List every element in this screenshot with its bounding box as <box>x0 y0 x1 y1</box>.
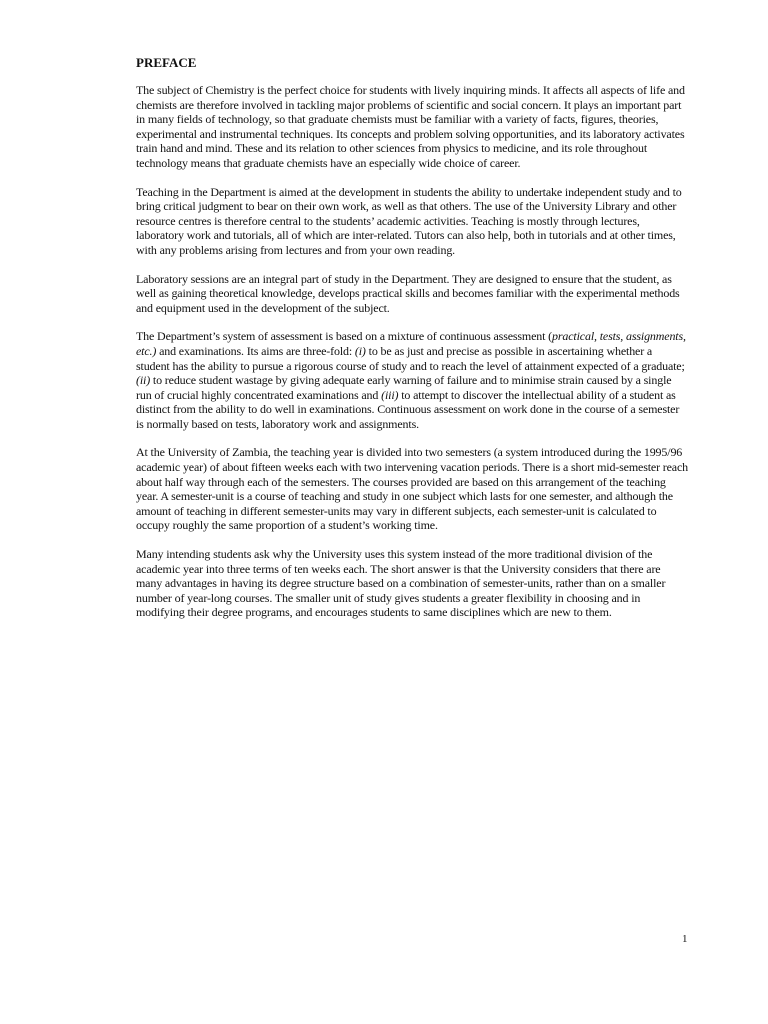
assessment-text-1: The Department’s system of assessment is based on a mixture of continuous assessment ( <box>136 329 553 344</box>
assessment-emphasis-i: (i) <box>354 343 366 358</box>
paragraph-introduction: The subject of Chemistry is the perfect choice for students with lively inquiring minds. It affects all aspects of life and chemists are therefore involved in tackling major problems of scientific and social concern. It plays an important part in many fields of technology, so that graduate chemists must be familiar with a variety of facts, figures, theories, experimental and instrumental techniques. Its concepts and problem solving opportunities, and its laboratory activates train hand and mind. These and its relation to other sciences from physics to medicine, and its role throughout technology means that graduate chemists have an especially wide choice of career. <box>136 83 685 170</box>
assessment-emphasis-iii: (iii) <box>381 387 399 402</box>
assessment-text-5: to attempt to discover the intellectual ability of a student as distinct from the ability to do well in examinations. Continuous assessment on work done in the course of a semester is normally based on tests, laboratory work and assignments. <box>136 387 680 431</box>
assessment-emphasis-types: practical, tests, assignments, etc.) <box>136 329 686 358</box>
paragraph-laboratory: Laboratory sessions are an integral part of study in the Department. They are designed to ensure that the student, as well as gaining theoretical knowledge, develops practical skills and becomes familiar with the experimental methods and equipment used in the development of the subject. <box>136 271 680 315</box>
document-body <box>136 56 688 634</box>
paragraph-assessment <box>136 329 688 431</box>
paragraph-semester-system: Many intending students ask why the University uses this system instead of the more traditional division of the academic year into three terms of ten weeks each. The short answer is that the University considers that there are many advantages in having its degree structure based on a combination of semester-units, rather than on a smaller number of year-long courses. The smaller unit of study gives students a greater flexibility in choosing and in modifying their degree programs, and encourages students to same disciplines which are new to them. <box>136 547 666 620</box>
assessment-text-2: and examinations. Its aims are three-fold: <box>156 343 355 358</box>
paragraph-teaching-year: At the University of Zambia, the teaching year is divided into two semesters (a system introduced during the 1995/96 academic year) of about fifteen weeks each with two intervening vacation periods. There is a short mid-semester reach about half way through each of the semesters. The courses provided are based on this arrangement of the teaching year. A semester-unit is a course of teaching and study in one subject which lasts for one semester, and although the amount of teaching in different semester-units may vary in different subjects, each semester-unit is calculated to occupy roughly the same proportion of a student’s working time. <box>136 445 688 533</box>
assessment-text-3: to be as just and precise as possible in ascertaining whether a student has the ability to pursue a rigorous course of study and to reach the level of attainment expected of a graduate; <box>136 343 685 373</box>
assessment-emphasis-ii: (ii) <box>136 373 151 388</box>
page-number: 1 <box>682 933 688 945</box>
assessment-text-4: to reduce student wastage by giving adequate early warning of failure and to minimise strain caused by a single run of crucial highly concentrated examinations and <box>136 373 672 402</box>
paragraph-teaching: Teaching in the Department is aimed at the development in students the ability to undertake independent study and to bring critical judgment to bear on their own work, as well as that others. The use of the University Library and other resource centres is therefore central to the students’ academic activities. Teaching is mostly through lectures, laboratory work and tutorials, all of which are inter-related. Tutors can also help, both in tutorials and at other times, with any problems arising from lectures and from your own reading. <box>136 184 682 257</box>
page-title: PREFACE <box>136 55 197 70</box>
